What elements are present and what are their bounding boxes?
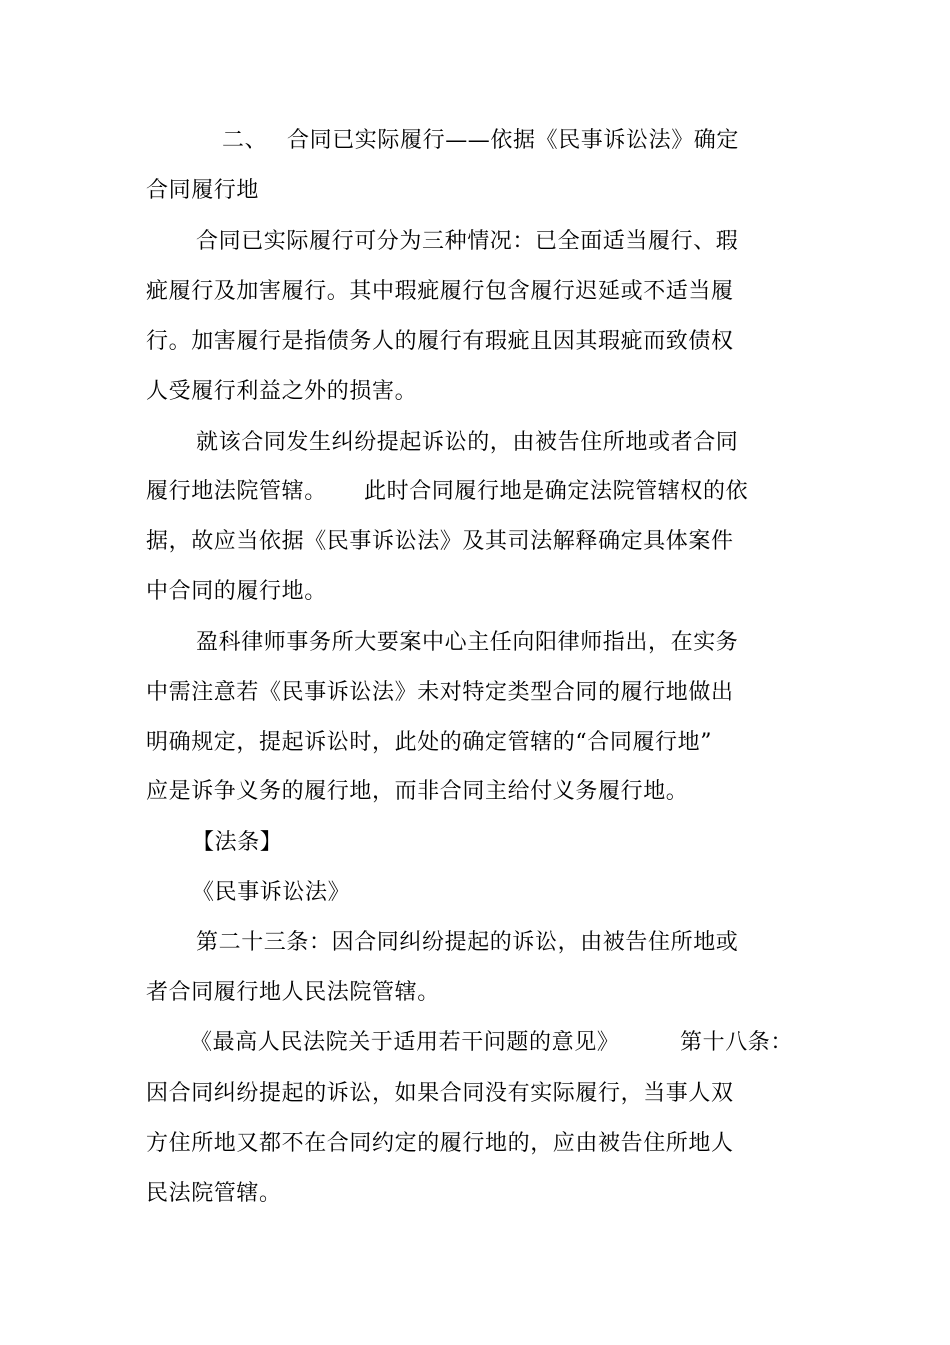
heading-number: 二、 [222, 128, 268, 153]
paragraph-2-line-1: 就该合同发生纠纷提起诉讼的，由被告住所地或者合同 [196, 430, 739, 455]
law-label: 【法条】 [192, 830, 283, 855]
paragraph-3-line-4: 应是诉争义务的履行地，而非合同主给付义务履行地。 [146, 779, 689, 804]
paragraph-3-line-1: 盈科律师事务所大要案中心主任向阳律师指出，在实务 [196, 630, 739, 655]
paragraph-1-line-3: 行。加害履行是指债务人的履行有瑕疵且因其瑕疵而致债权 [146, 329, 734, 354]
paragraph-1-line-4: 人受履行利益之外的损害。 [146, 379, 418, 404]
paragraph-2-line-2b: 此时合同履行地是确定法院管辖权的依 [364, 479, 749, 504]
paragraph-2-line-4: 中合同的履行地。 [146, 579, 327, 604]
paragraph-3-line-3: 明确规定，提起诉讼时，此处的确定管辖的“合同履行地” [146, 730, 713, 755]
opinion-line-2: 方住所地又都不在合同约定的履行地的，应由被告住所地人 [146, 1131, 734, 1156]
article-23-line-1: 第二十三条：因合同纠纷提起的诉讼，由被告住所地或 [196, 930, 739, 955]
paragraph-1-line-2: 疵履行及加害履行。其中瑕疵履行包含履行迟延或不适当履 [146, 279, 734, 304]
opinion-article: 第十八条： [680, 1030, 794, 1055]
opinion-line-1: 因合同纠纷提起的诉讼，如果合同没有实际履行，当事人双 [146, 1081, 734, 1106]
article-23-line-2: 者合同履行地人民法院管辖。 [146, 980, 440, 1005]
heading-title-line-2: 合同履行地 [146, 178, 260, 203]
opinion-line-3: 民法院管辖。 [146, 1181, 282, 1206]
opinion-title: 《最高人民法院关于适用若干问题的意见》 [190, 1030, 620, 1055]
paragraph-1-line-1: 合同已实际履行可分为三种情况：已全面适当履行、瑕 [196, 229, 739, 254]
paragraph-2-line-3: 据，故应当依据《民事诉讼法》及其司法解释确定具体案件 [146, 529, 734, 554]
paragraph-3-line-2: 中需注意若《民事诉讼法》未对特定类型合同的履行地做出 [146, 680, 734, 705]
law-name: 《民事诉讼法》 [192, 880, 351, 905]
heading-title-line-1: 合同已实际履行——依据《民事诉讼法》确定 [287, 128, 740, 153]
paragraph-2-line-2a: 履行地法院管辖。 [146, 479, 327, 504]
